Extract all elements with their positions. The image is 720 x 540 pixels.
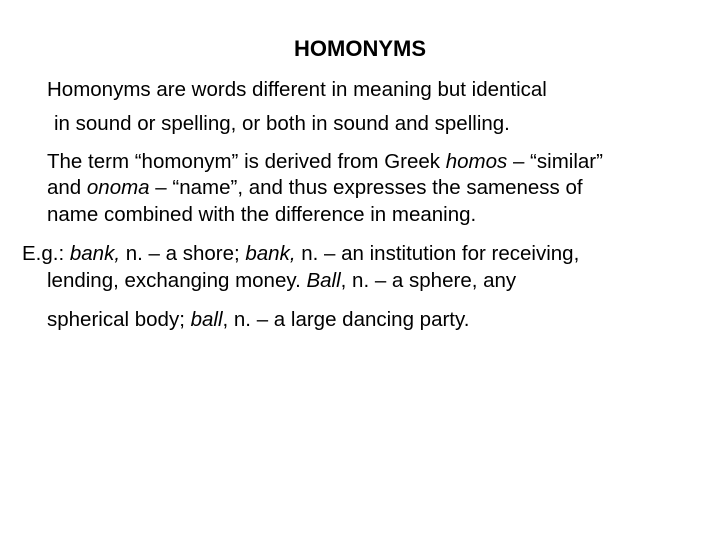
text-span: lending, exchanging money.	[47, 269, 307, 292]
text-span: name combined with the difference in meaning.	[47, 203, 477, 226]
example-word-bank-2: bank,	[245, 242, 296, 265]
etymology-line-2	[47, 176, 583, 200]
text-span: spherical body;	[47, 308, 191, 331]
text-span: n. – an institution for receiving,	[295, 242, 580, 265]
text-span: E.g.:	[22, 242, 70, 265]
text-span: The term “homonym” is derived from Greek	[47, 150, 446, 173]
text-span: , n. – a large dancing party.	[222, 308, 470, 331]
slide-title: HOMONYMS	[294, 36, 426, 61]
example-line-3	[47, 308, 469, 332]
text-span: – “name”, and thus expresses the sameness of	[149, 176, 583, 199]
text-span: – “similar”	[507, 150, 603, 173]
definition-line-1	[47, 78, 547, 102]
etymology-line-1	[47, 150, 603, 174]
example-line-2	[47, 269, 516, 293]
text-span: , n. – a sphere, any	[340, 269, 517, 292]
greek-term-onoma: onoma	[86, 176, 150, 199]
definition-line-2	[54, 112, 510, 136]
text-span: Homonyms are words different in meaning but identical	[47, 78, 547, 101]
text-span: and	[47, 176, 87, 199]
example-word-bank-1: bank,	[69, 242, 121, 265]
text-span: n. – a shore;	[120, 242, 246, 265]
etymology-line-3	[47, 203, 476, 227]
example-line-1	[22, 242, 579, 266]
text-span: in sound or spelling, or both in sound and spelling.	[54, 112, 510, 135]
greek-term-homos: homos	[445, 150, 508, 173]
example-word-ball-2: ball	[190, 308, 223, 331]
example-word-ball-1: Ball	[306, 269, 341, 292]
